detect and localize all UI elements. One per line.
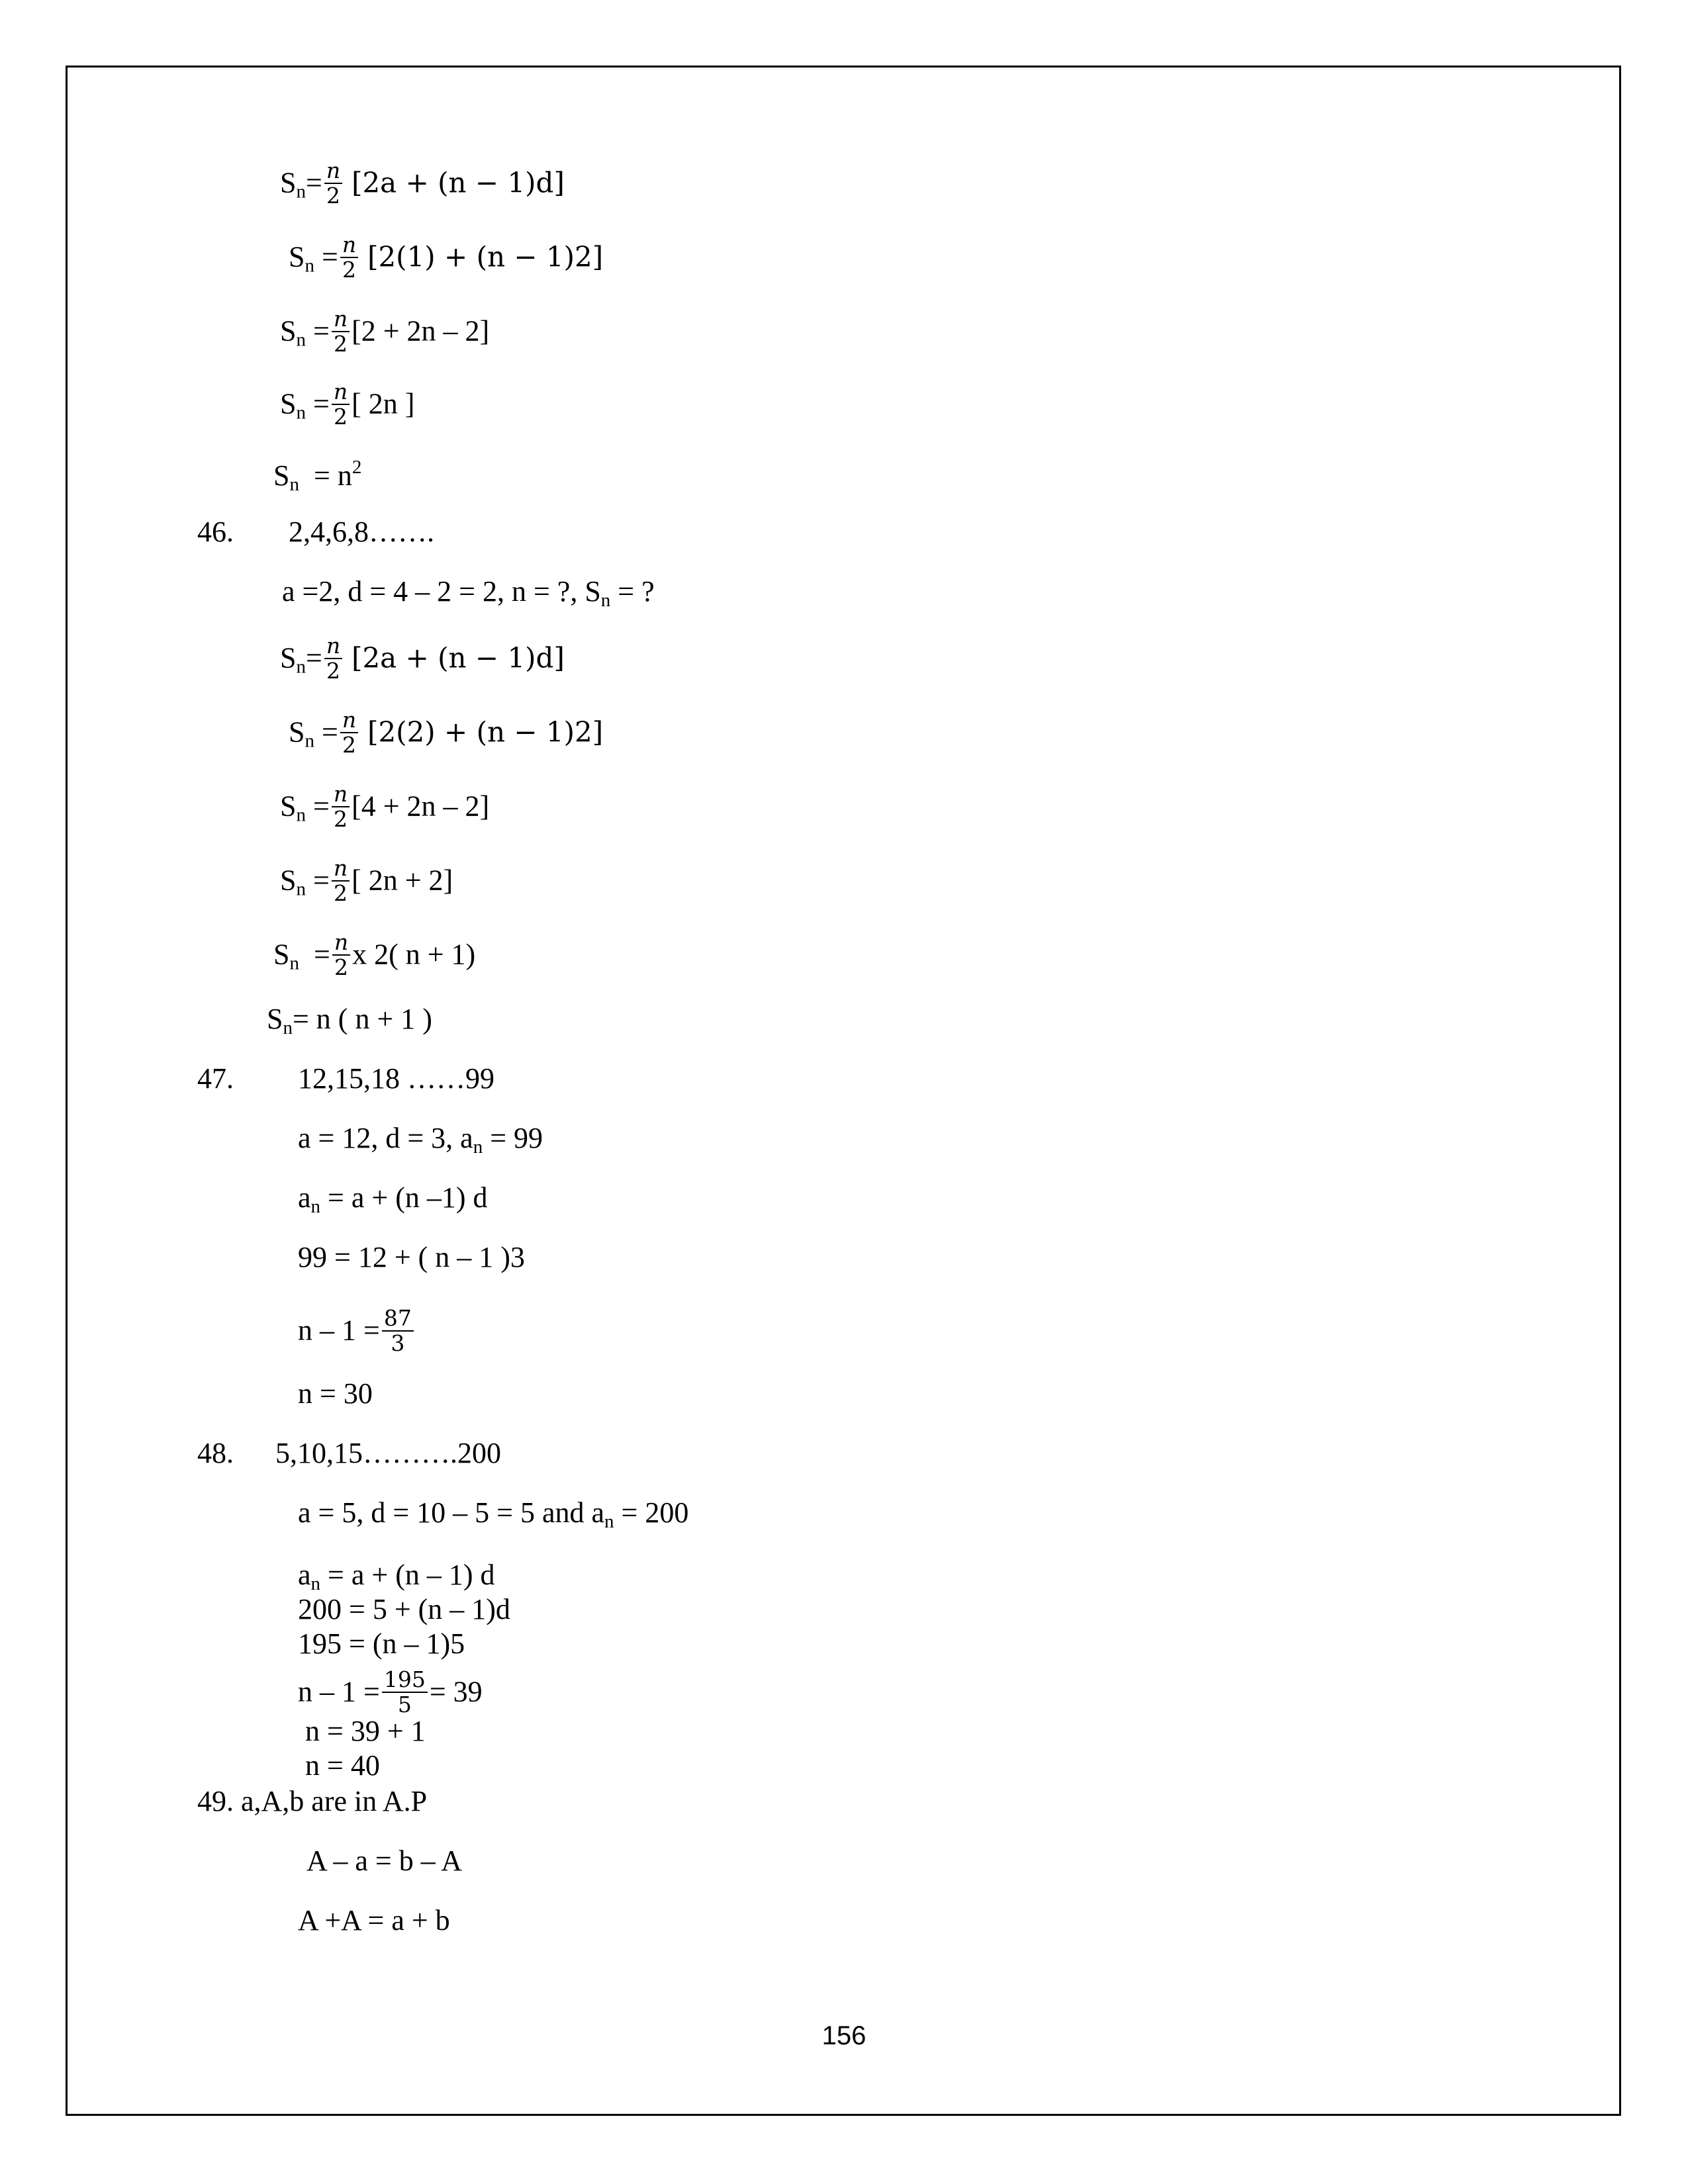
eq-line: $S_n$ = $\frac{n}{2}$ [2(2) + (n − 1)2] xyxy=(289,707,604,758)
question-heading: 49. a,A,b are in A.P xyxy=(197,1785,428,1817)
question-number: 46. xyxy=(197,516,234,548)
eq-line: $S_n$ = $\frac{n}{2}$ [2 + 2n – 2] xyxy=(280,306,490,357)
eq-line: $S_n=$ $\frac{n}{2}$ [2a + (n − 1)d] xyxy=(280,158,565,208)
step: 200 = 5 + (n – 1)d xyxy=(298,1593,510,1625)
fraction: $\frac{n}{2}$ xyxy=(324,159,342,207)
sequence: 12,15,18 ……99 xyxy=(298,1062,494,1095)
eq-line: $S_n= n$ ( n + 1 ) xyxy=(267,1003,432,1038)
eq-line: $S_n$ = $\frac{n}{2}$ [2(1) + (n − 1)2] xyxy=(289,232,604,283)
given-values: a = 5, d = 10 – 5 = 5 and $a_n = 200$ xyxy=(298,1496,689,1532)
step: n – 1 = $\frac{195}{5}$ = 39 xyxy=(298,1666,483,1717)
step: n = 40 xyxy=(305,1749,380,1782)
given-values: a = 12, d = 3, $a_n = 99$ xyxy=(298,1122,543,1158)
eq-line: $S_n$ = $\frac{n}{2}$ [4 + 2n – 2] xyxy=(280,781,490,832)
eq-line: $S_n$ = $\frac{n}{2}$ [ 2n + 2] xyxy=(280,855,453,906)
eq-line: $S_n=$ $\frac{n}{2}$ [2a + (n − 1)d] xyxy=(280,633,565,684)
page-number: 156 xyxy=(821,2021,867,2050)
step: n = 39 + 1 xyxy=(305,1715,426,1747)
step: A +A = a + b xyxy=(298,1904,450,1936)
eq-line: $S_n = n^2$ xyxy=(273,457,362,495)
formula: $a_n = a + (n - 1)$ d xyxy=(298,1559,495,1594)
sequence: 5,10,15……….200 xyxy=(275,1437,501,1469)
step: A – a = b – A xyxy=(306,1844,463,1877)
step: n – 1 = $\frac{87}{3}$ xyxy=(298,1309,416,1357)
step: n = 30 xyxy=(298,1377,373,1410)
question-number: 47. xyxy=(197,1062,234,1095)
sequence: 2,4,6,8……. xyxy=(289,516,434,548)
step: 99 = 12 + ( n – 1 )3 xyxy=(298,1241,525,1273)
question-number: 48. xyxy=(197,1437,234,1469)
eq-line: $S_n$ = $\frac{n}{2}$ x 2( n + 1) xyxy=(273,929,476,980)
step: 195 = (n – 1)5 xyxy=(298,1627,465,1660)
eq-line: $S_n$ = $\frac{n}{2}$ [ 2n ] xyxy=(280,379,415,430)
given-values: a =2, d = 4 – 2 = 2, n = ?, $S_n$ = ? xyxy=(282,575,655,611)
formula: $a_n = a + (n$ –1) d xyxy=(298,1181,488,1217)
